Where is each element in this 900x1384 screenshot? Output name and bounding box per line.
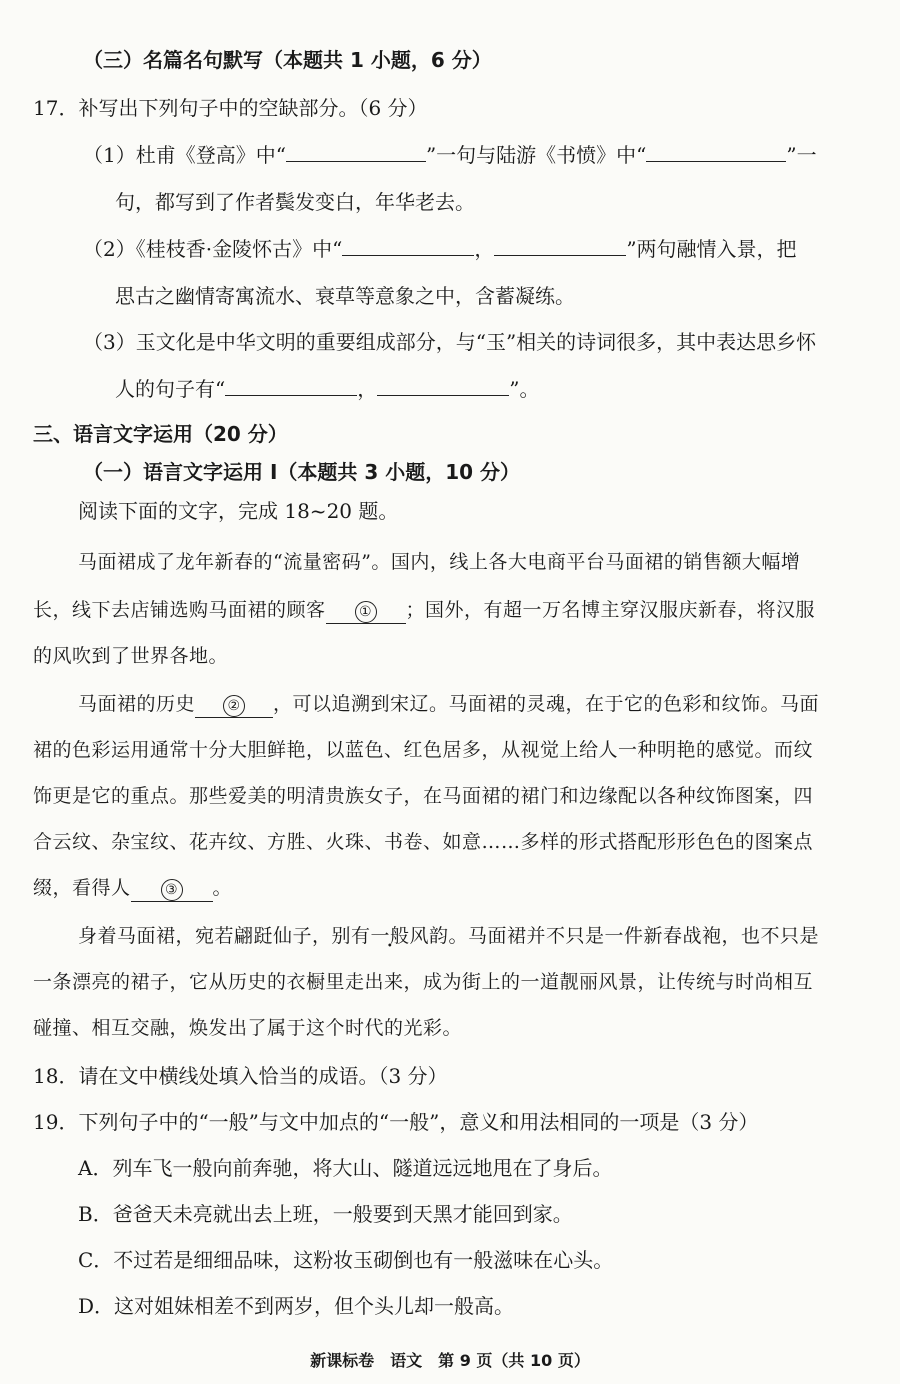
option-d[interactable]: D．这对姐妹相差不到两岁，但个头儿却一般高。 bbox=[78, 1294, 515, 1318]
passage-line: 马面裙成了龙年新春的“流量密码”。国内，线上各大电商平台马面裙的销售额大幅增 bbox=[78, 551, 801, 573]
part-3-heading: 三、语言文字运用（20 分） bbox=[33, 422, 288, 446]
question-17-part-1: （1）杜甫《登高》中“ ”一句与陆游《书愤》中“ ”一 bbox=[83, 143, 817, 167]
passage-line: 一条漂亮的裙子，它从历史的衣橱里走出来，成为街上的一道靓丽风景，让传统与时尚相互 bbox=[33, 971, 814, 993]
passage-line: 缀，看得人 ③ 。 bbox=[33, 874, 232, 902]
passage-line: 裙的色彩运用通常十分大胆鲜艳，以蓝色、红色居多，从视觉上给人一种明艳的感觉。而纹 bbox=[33, 739, 814, 761]
reading-instruction: 阅读下面的文字，完成 18~20 题。 bbox=[78, 499, 399, 523]
passage-line: 碰撞、相互交融，焕发出了属于这个时代的光彩。 bbox=[33, 1017, 463, 1039]
answer-blank[interactable] bbox=[646, 141, 786, 162]
option-c[interactable]: C．不过若是细细品味，这粉妆玉砌倒也有一般滋味在心头。 bbox=[78, 1248, 614, 1272]
passage-line: 马面裙的历史 ② ，可以追溯到宋辽。马面裙的灵魂，在于它的色彩和纹饰。马面 bbox=[78, 690, 819, 718]
answer-blank[interactable] bbox=[342, 235, 474, 256]
answer-blank[interactable] bbox=[494, 235, 626, 256]
question-17-part-2-cont: 思古之幽情寄寓流水、衰草等意象之中，含蓄凝练。 bbox=[115, 284, 575, 308]
answer-blank[interactable] bbox=[225, 375, 357, 396]
passage-line: 饰更是它的重点。那些爱美的明清贵族女子，在马面裙的裙门和边缘配以各种纹饰图案，四 bbox=[33, 785, 814, 807]
passage-blank-1[interactable]: ① bbox=[326, 598, 406, 624]
question-17-part-3: （3）玉文化是中华文明的重要组成部分，与“玉”相关的诗词很多，其中表达思乡怀 bbox=[83, 330, 817, 354]
question-17-part-2: （2）《桂枝香·金陵怀古》中“ ， ”两句融情入景，把 bbox=[83, 237, 797, 261]
passage-blank-2[interactable]: ② bbox=[195, 692, 273, 718]
answer-blank[interactable] bbox=[286, 141, 426, 162]
passage-line: 的风吹到了世界各地。 bbox=[33, 645, 229, 667]
passage-line: 身着马面裙，宛若翩跹仙子，别有一般风韵。马面裙并不只是一件新春战袍，也不只是 bbox=[78, 925, 820, 947]
option-b[interactable]: B．爸爸天未亮就出去上班，一般要到天黑才能回到家。 bbox=[78, 1202, 573, 1226]
answer-blank[interactable] bbox=[377, 375, 509, 396]
question-19-stem: 19．下列句子中的“一般”与文中加点的“一般”，意义和用法相同的一项是（3 分） bbox=[33, 1110, 759, 1134]
question-17-part-3-cont: 人的句子有“ ， ”。 bbox=[115, 377, 540, 401]
section-heading-famous-lines: （三）名篇名句默写（本题共 1 小题，6 分） bbox=[83, 48, 492, 72]
passage-line: 合云纹、杂宝纹、花卉纹、方胜、火珠、书卷、如意……多样的形式搭配形形色色的图案点 bbox=[33, 831, 814, 853]
page-footer: 新课标卷 语文 第 9 页（共 10 页） bbox=[310, 1351, 590, 1370]
passage-line: 长，线下去店铺选购马面裙的顾客 ① ；国外，有超一万名博主穿汉服庆新春，将汉服 bbox=[33, 596, 815, 624]
passage-blank-3[interactable]: ③ bbox=[131, 876, 213, 902]
part-3-sub-heading: （一）语言文字运用 I（本题共 3 小题，10 分） bbox=[83, 460, 521, 484]
question-17-part-1-cont: 句，都写到了作者鬓发变白，年华老去。 bbox=[115, 190, 475, 214]
question-18: 18．请在文中横线处填入恰当的成语。（3 分） bbox=[33, 1064, 448, 1088]
emphasized-word: 一般 bbox=[370, 925, 410, 947]
option-a[interactable]: A．列车飞一般向前奔驰，将大山、隧道远远地甩在了身后。 bbox=[78, 1156, 613, 1180]
question-17-stem: 17．补写出下列句子中的空缺部分。（6 分） bbox=[33, 96, 428, 120]
